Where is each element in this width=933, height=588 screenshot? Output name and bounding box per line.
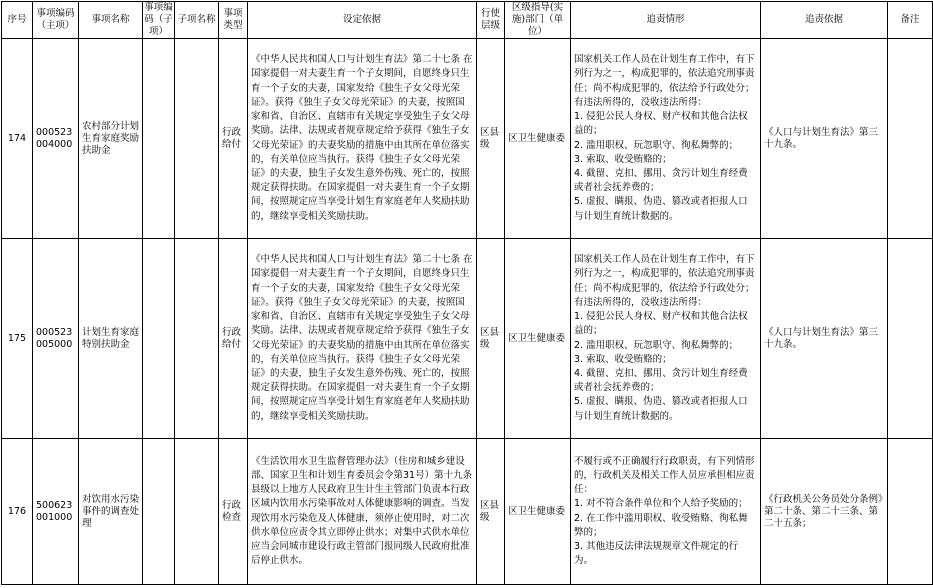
accountability-line: 4. 截留、克扣、挪用、贪污计划生育经费或者社会抚养费的； [574,367,748,394]
accountability-line: 1. 对不符合条件单位和个人给予奖励的； [574,498,748,510]
table-row [2,39,933,239]
header-sub-name: 子项名称 [175,2,219,39]
row-dept: 区卫生健康委 [505,39,571,239]
table-row [2,239,933,439]
header-dept: 区级指导(实施)部门（单位） [505,2,571,39]
row-sub-name [175,239,219,439]
row-accountability [571,39,761,239]
header-basis: 设定依据 [248,2,477,39]
row-level: 区县级 [477,439,505,585]
accountability-line: 5. 虚报、瞒报、伪造、篡改或者拒报人口与计划生育统计数据的。 [574,396,748,422]
accountability-line: 国家机关工作人员在计划生育工作中，有下列行为之一，构成犯罪的，依法追究刑事责任；尚不构成犯罪的，依法给予行政处分；有违法所得的，没收违法所得： [574,54,755,108]
row-main-code [33,439,79,585]
row-basis: 《中华人民共和国人口与计划生育法》第二十七条 在国家提倡一对夫妻生育一个子女期间，自愿终身只生育一个子女的夫妻，国家发给《独生子女父母光荣证》。获得《独生子女父母光荣证》的夫妻，按照国家和省、自治区、直辖市有关规定享受独生子女父母奖励。法律、法规或者规章规定给予获得《独生子女父母光荣证》的夫妻奖励的措施中由其所在单位落实的，有关单位应当执行。获得《独生子女父母光荣证》的夫妻，独生子女发生意外伤残、死亡的，按照规定获得扶助。在国家提倡一对夫妻生育一个子女期间，按照规定应当享受计划生育家庭老年人奖励扶助的，继续享受相关奖励扶助。 [248,39,477,239]
row-accountability-basis: 《人口与计划生育法》第三十九条。 [761,239,888,439]
accountability-line: 国家机关工作人员在计划生育工作中，有下列行为之一，构成犯罪的，依法追究刑事责任；尚不构成犯罪的，依法给予行政处分；有违法所得的，没收违法所得： [574,254,755,308]
row-dept: 区卫生健康委 [505,239,571,439]
accountability-line: 3. 索取、收受贿赂的； [574,353,672,365]
row-item-type: 行政检查 [219,439,248,585]
code-line: 005000 [36,338,73,350]
row-no: 174 [2,39,33,239]
accountability-line: 4. 截留、克扣、挪用、贪污计划生育经费或者社会抚养费的； [574,167,748,194]
header-item-name: 事项名称 [79,2,143,39]
row-sub-code [143,439,175,585]
header-main-code: 事项编码（主项） [33,2,79,39]
header-sub-code: 事项编码（子项） [144,2,173,37]
accountability-line: 不履行或不正确履行行政职责，有下列情形的，行政机关及相关工作人员应承担相应责任： [574,455,755,496]
row-main-code [33,39,79,239]
row-item-type: 行政给付 [219,239,248,439]
row-sub-name [175,439,219,585]
row-accountability-basis: 《行政机关公务员处分条例》第二十条、第二十三条、第二十五条； [761,439,888,585]
header-row [2,2,933,39]
row-accountability-basis: 《人口与计划生育法》第三十九条。 [761,39,888,239]
accountability-line: 2. 滥用职权、玩忽职守、徇私舞弊的； [574,139,739,151]
accountability-line: 1. 侵犯公民人身权、财产权和其他合法权益的； [574,311,748,337]
row-note [888,239,933,439]
accountability-line: 2. 滥用职权、玩忽职守、徇私舞弊的； [574,339,739,351]
row-no: 175 [2,239,33,439]
accountability-table [1,1,933,585]
code-line: 000523 [36,326,73,338]
row-sub-name [175,39,219,239]
row-sub-code [143,39,175,239]
row-basis: 《中华人民共和国人口与计划生育法》第二十七条 在国家提倡一对夫妻生育一个子女期间，自愿终身只生育一个子女的夫妻，国家发给《独生子女父母光荣证》。获得《独生子女父母光荣证》的夫妻，按照国家和省、自治区、直辖市有关规定享受独生子女父母奖励。法律、法规或者规章规定给予获得《独生子女父母光荣证》的夫妻奖励的措施中由其所在单位落实的，有关单位应当执行。获得《独生子女父母光荣证》的夫妻，独生子女发生意外伤残、死亡的，按照规定获得扶助。在国家提倡一对夫妻生育一个子女期间，按照规定应当享受计划生育家庭老年人奖励扶助的，继续享受相关奖励扶助。 [248,239,477,439]
row-accountability [571,439,761,585]
accountability-line: 5. 虚报、瞒报、伪造、篡改或者拒报人口与计划生育统计数据的。 [574,196,748,222]
code-line: 000523 [36,126,73,138]
code-line: 004000 [36,138,73,150]
row-main-code [33,239,79,439]
row-no: 176 [2,439,33,585]
row-accountability [571,239,761,439]
header-item-type: 事项类型 [219,2,248,39]
header-level: 行使层级 [477,2,505,39]
row-item-name: 对饮用水污染事件的调查处理 [79,439,143,585]
header-accountability-basis: 追责依据 [761,2,888,39]
row-level: 区县级 [477,239,505,439]
row-item-name: 农村部分计划生育家庭奖励扶助金 [79,39,143,239]
row-item-type: 行政给付 [219,39,248,239]
accountability-line: 3. 其他违反法律法规规章文件规定的行为。 [574,540,739,567]
header-note: 备注 [888,2,933,39]
code-line: 001000 [36,511,73,523]
code-line: 500623 [36,499,73,511]
header-no: 序号 [2,2,33,39]
header-accountability: 追责情形 [571,2,761,39]
table-row [2,439,933,585]
row-note [888,439,933,585]
accountability-line: 3. 索取、收受贿赂的； [574,153,672,165]
accountability-line: 1. 侵犯公民人身权、财产权和其他合法权益的； [574,111,748,137]
row-item-name: 计划生育家庭特别扶助金 [79,239,143,439]
row-basis: 《生活饮用水卫生监督管理办法》（住房和城乡建设部、国家卫生和计划生育委员会令第31号）第十九条 县级以上地方人民政府卫生计生主管部门负责本行政区域内饮用水污染事故对人体健康影响的调查。当发现饮用水污染危及人体健康，须停止使用时，对二次供水单位应责令其立即停止供水；对集中式供水单位应当会同城市建设行政主管部门报同级人民政府批准后停止供水。 [248,439,477,585]
row-dept: 区卫生健康委 [505,439,571,585]
row-note [888,39,933,239]
row-level: 区县级 [477,39,505,239]
row-sub-code [143,239,175,439]
accountability-line: 2. 在工作中滥用职权、收受贿赂、徇私舞弊的； [574,512,748,538]
